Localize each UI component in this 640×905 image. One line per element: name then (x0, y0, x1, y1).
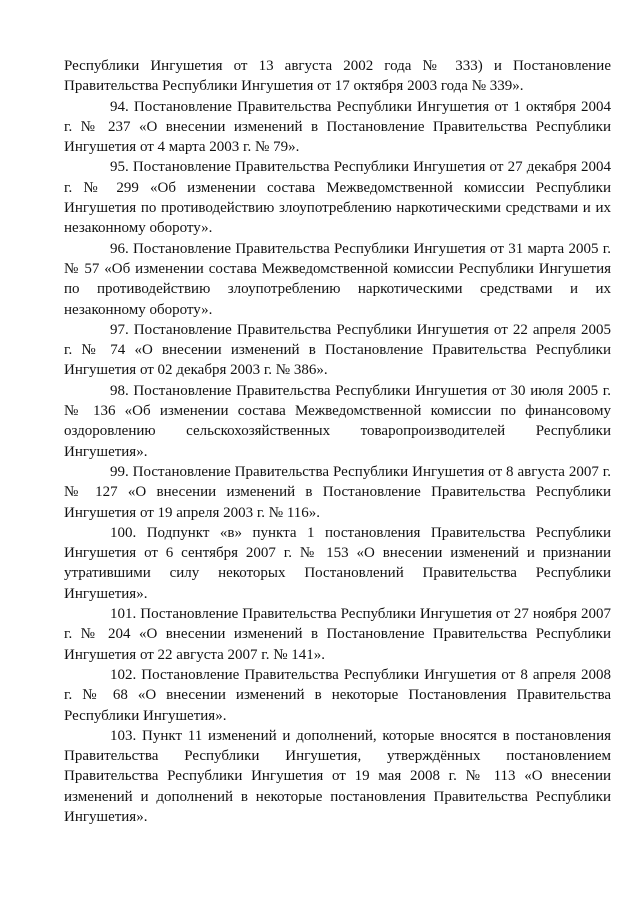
paragraph-item-101: 101. Постановление Правительства Республики Ингушетия от 27 ноября 2007 г. № 204 «О внесении изменений в Постановление Правительства Республики Ингушетия от 22 августа 2007 г. № 141». (64, 606, 611, 663)
paragraph-item-102: 102. Постановление Правительства Республики Ингушетия от 8 апреля 2008 г. № 68 «О внесении изменений в некоторые Постановления Правительства Республики Ингушетия». (64, 666, 611, 724)
paragraph-item-97: 97. Постановление Правительства Республики Ингушетия от 22 апреля 2005 г. № 74 «О внесении изменений в Постановление Правительства Республики Ингушетия от 02 декабря 2003 г. № 386». (64, 321, 611, 379)
paragraph-item-94: 94. Постановление Правительства Республики Ингушетия от 1 октября 2004 г. № 237 «О внесении изменений в Постановление Правительства Республики Ингушетия от 4 марта 2003 г. № 79». (64, 98, 611, 156)
paragraph-item-99: 99. Постановление Правительства Республики Ингушетия от 8 августа 2007 г. № 127 «О внесении изменений в Постановление Правительства Республики Ингушетия от 19 апреля 2003 г. № 116». (64, 463, 611, 521)
paragraph-item-103: 103. Пункт 11 изменений и дополнений, которые вносятся в постановления Правительства Республики Ингушетия, утверждённых постановлением Правительства Республики Ингушетия от 19 мая 2008 г. № 113 «О внесении изменений и дополнений в некоторые постановления Правительства Республики Ингушетия». (64, 727, 611, 825)
paragraph-item-98: 98. Постановление Правительства Республики Ингушетия от 30 июля 2005 г. № 136 «Об изменении состава Межведомственной комиссии по финансовому оздоровлению сельскохозяйственных товаропроизводителей Республики Ингушетия». (64, 382, 611, 460)
paragraph-item-95: 95. Постановление Правительства Республики Ингушетия от 27 декабря 2004 г. № 299 «Об изменении состава Межведомственной комиссии Республики Ингушетия по противодействию злоупотреблению наркотическими средствами и их незаконному обороту». (64, 159, 611, 237)
paragraph-item-100: 100. Подпункт «в» пункта 1 постановления Правительства Республики Ингушетия от 6 сентября 2007 г. № 153 «О внесении изменений и признании утратившими силу некоторых Постановлений Правительства Республики Ингушетия». (64, 524, 611, 602)
paragraph-item-96: 96. Постановление Правительства Республики Ингушетия от 31 марта 2005 г. № 57 «Об изменении состава Межведомственной комиссии Республики Ингушетия по противодействию злоупотреблению наркотическими средствами и их незаконному обороту». (64, 240, 611, 318)
paragraph-continuation: Республики Ингушетия от 13 августа 2002 года № 333) и Постановление Правительства Республики Ингушетия от 17 октября 2003 года № 339». (64, 58, 611, 95)
document-page (64, 56, 611, 827)
